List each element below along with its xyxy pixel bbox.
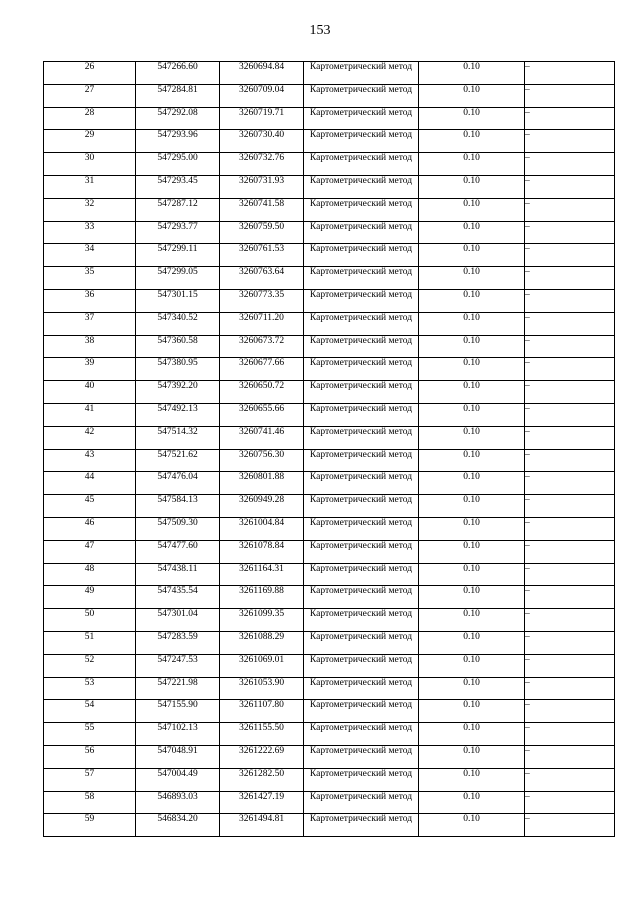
- x-coordinate-cell: 547295.00: [136, 153, 220, 176]
- table-row: [44, 312, 615, 335]
- note-cell: –: [525, 517, 615, 540]
- note-cell: –: [525, 745, 615, 768]
- table-row: [44, 426, 615, 449]
- method-cell: Картометрический метод: [304, 107, 419, 130]
- x-coordinate-cell: 547521.62: [136, 449, 220, 472]
- accuracy-cell: 0.10: [419, 84, 525, 107]
- y-coordinate-cell: 3260650.72: [220, 381, 304, 404]
- x-coordinate-cell: 547477.60: [136, 540, 220, 563]
- x-coordinate-cell: 547004.49: [136, 768, 220, 791]
- x-coordinate-cell: 547476.04: [136, 472, 220, 495]
- method-cell: Картометрический метод: [304, 198, 419, 221]
- method-cell: Картометрический метод: [304, 745, 419, 768]
- table-row: [44, 449, 615, 472]
- accuracy-cell: 0.10: [419, 449, 525, 472]
- y-coordinate-cell: 3260655.66: [220, 403, 304, 426]
- note-cell: –: [525, 563, 615, 586]
- y-coordinate-cell: 3261053.90: [220, 677, 304, 700]
- y-coordinate-cell: 3261222.69: [220, 745, 304, 768]
- page-number: 153: [309, 23, 331, 38]
- method-cell: Картометрический метод: [304, 472, 419, 495]
- note-cell: –: [525, 335, 615, 358]
- x-coordinate-cell: 547287.12: [136, 198, 220, 221]
- y-coordinate-cell: 3260709.04: [220, 84, 304, 107]
- y-coordinate-cell: 3261427.19: [220, 791, 304, 814]
- point-number-cell: 58: [44, 791, 136, 814]
- y-coordinate-cell: 3260801.88: [220, 472, 304, 495]
- accuracy-cell: 0.10: [419, 609, 525, 632]
- y-coordinate-cell: 3261078.84: [220, 540, 304, 563]
- x-coordinate-cell: 547299.05: [136, 267, 220, 290]
- accuracy-cell: 0.10: [419, 472, 525, 495]
- x-coordinate-cell: 547492.13: [136, 403, 220, 426]
- note-cell: –: [525, 631, 615, 654]
- accuracy-cell: 0.10: [419, 631, 525, 654]
- x-coordinate-cell: 547340.52: [136, 312, 220, 335]
- note-cell: –: [525, 62, 615, 85]
- y-coordinate-cell: 3260694.84: [220, 62, 304, 85]
- accuracy-cell: 0.10: [419, 677, 525, 700]
- y-coordinate-cell: 3260741.46: [220, 426, 304, 449]
- accuracy-cell: 0.10: [419, 814, 525, 837]
- method-cell: Картометрический метод: [304, 381, 419, 404]
- table-row: [44, 358, 615, 381]
- note-cell: –: [525, 814, 615, 837]
- point-number-cell: 43: [44, 449, 136, 472]
- x-coordinate-cell: 547380.95: [136, 358, 220, 381]
- point-number-cell: 37: [44, 312, 136, 335]
- note-cell: –: [525, 654, 615, 677]
- y-coordinate-cell: 3261099.35: [220, 609, 304, 632]
- accuracy-cell: 0.10: [419, 175, 525, 198]
- note-cell: –: [525, 540, 615, 563]
- table-row: [44, 677, 615, 700]
- point-number-cell: 36: [44, 289, 136, 312]
- y-coordinate-cell: 3260756.30: [220, 449, 304, 472]
- method-cell: Картометрический метод: [304, 586, 419, 609]
- accuracy-cell: 0.10: [419, 198, 525, 221]
- accuracy-cell: 0.10: [419, 768, 525, 791]
- accuracy-cell: 0.10: [419, 654, 525, 677]
- accuracy-cell: 0.10: [419, 745, 525, 768]
- y-coordinate-cell: 3260719.71: [220, 107, 304, 130]
- accuracy-cell: 0.10: [419, 563, 525, 586]
- note-cell: –: [525, 198, 615, 221]
- accuracy-cell: 0.10: [419, 312, 525, 335]
- point-number-cell: 31: [44, 175, 136, 198]
- method-cell: Картометрический метод: [304, 130, 419, 153]
- point-number-cell: 29: [44, 130, 136, 153]
- note-cell: –: [525, 768, 615, 791]
- x-coordinate-cell: 547155.90: [136, 700, 220, 723]
- method-cell: Картометрический метод: [304, 403, 419, 426]
- x-coordinate-cell: 547102.13: [136, 723, 220, 746]
- y-coordinate-cell: 3260677.66: [220, 358, 304, 381]
- method-cell: Картометрический метод: [304, 62, 419, 85]
- method-cell: Картометрический метод: [304, 654, 419, 677]
- point-number-cell: 50: [44, 609, 136, 632]
- table-row: [44, 745, 615, 768]
- y-coordinate-cell: 3260732.76: [220, 153, 304, 176]
- point-number-cell: 38: [44, 335, 136, 358]
- method-cell: Картометрический метод: [304, 540, 419, 563]
- x-coordinate-cell: 547435.54: [136, 586, 220, 609]
- point-number-cell: 55: [44, 723, 136, 746]
- point-number-cell: 47: [44, 540, 136, 563]
- accuracy-cell: 0.10: [419, 130, 525, 153]
- table-row: [44, 381, 615, 404]
- accuracy-cell: 0.10: [419, 495, 525, 518]
- table-row: [44, 153, 615, 176]
- method-cell: Картометрический метод: [304, 609, 419, 632]
- accuracy-cell: 0.10: [419, 221, 525, 244]
- x-coordinate-cell: 547509.30: [136, 517, 220, 540]
- x-coordinate-cell: 547283.59: [136, 631, 220, 654]
- x-coordinate-cell: 547514.32: [136, 426, 220, 449]
- point-number-cell: 53: [44, 677, 136, 700]
- x-coordinate-cell: 547301.04: [136, 609, 220, 632]
- point-number-cell: 41: [44, 403, 136, 426]
- note-cell: –: [525, 791, 615, 814]
- y-coordinate-cell: 3260759.50: [220, 221, 304, 244]
- table-row: [44, 403, 615, 426]
- note-cell: –: [525, 586, 615, 609]
- accuracy-cell: 0.10: [419, 426, 525, 449]
- note-cell: –: [525, 723, 615, 746]
- x-coordinate-cell: 547392.20: [136, 381, 220, 404]
- note-cell: –: [525, 244, 615, 267]
- x-coordinate-cell: 547584.13: [136, 495, 220, 518]
- accuracy-cell: 0.10: [419, 107, 525, 130]
- table-row: [44, 130, 615, 153]
- y-coordinate-cell: 3260673.72: [220, 335, 304, 358]
- accuracy-cell: 0.10: [419, 358, 525, 381]
- accuracy-cell: 0.10: [419, 62, 525, 85]
- method-cell: Картометрический метод: [304, 814, 419, 837]
- table-row: [44, 244, 615, 267]
- accuracy-cell: 0.10: [419, 791, 525, 814]
- method-cell: Картометрический метод: [304, 335, 419, 358]
- y-coordinate-cell: 3260711.20: [220, 312, 304, 335]
- table-row: [44, 84, 615, 107]
- coordinates-table-body: [44, 62, 615, 837]
- table-row: [44, 495, 615, 518]
- table-row: [44, 814, 615, 837]
- table-row: [44, 609, 615, 632]
- note-cell: –: [525, 495, 615, 518]
- note-cell: –: [525, 677, 615, 700]
- x-coordinate-cell: 547438.11: [136, 563, 220, 586]
- point-number-cell: 34: [44, 244, 136, 267]
- y-coordinate-cell: 3261069.01: [220, 654, 304, 677]
- method-cell: Картометрический метод: [304, 768, 419, 791]
- y-coordinate-cell: 3260731.93: [220, 175, 304, 198]
- table-row: [44, 768, 615, 791]
- method-cell: Картометрический метод: [304, 700, 419, 723]
- accuracy-cell: 0.10: [419, 289, 525, 312]
- x-coordinate-cell: 547299.11: [136, 244, 220, 267]
- method-cell: Картометрический метод: [304, 723, 419, 746]
- table-row: [44, 517, 615, 540]
- table-row: [44, 586, 615, 609]
- point-number-cell: 51: [44, 631, 136, 654]
- point-number-cell: 26: [44, 62, 136, 85]
- y-coordinate-cell: 3261004.84: [220, 517, 304, 540]
- method-cell: Картометрический метод: [304, 153, 419, 176]
- table-row: [44, 267, 615, 290]
- point-number-cell: 33: [44, 221, 136, 244]
- point-number-cell: 28: [44, 107, 136, 130]
- point-number-cell: 54: [44, 700, 136, 723]
- table-row: [44, 221, 615, 244]
- note-cell: –: [525, 84, 615, 107]
- point-number-cell: 49: [44, 586, 136, 609]
- accuracy-cell: 0.10: [419, 517, 525, 540]
- accuracy-cell: 0.10: [419, 723, 525, 746]
- y-coordinate-cell: 3261494.81: [220, 814, 304, 837]
- table-row: [44, 540, 615, 563]
- method-cell: Картометрический метод: [304, 495, 419, 518]
- x-coordinate-cell: 546834.20: [136, 814, 220, 837]
- method-cell: Картометрический метод: [304, 289, 419, 312]
- note-cell: –: [525, 449, 615, 472]
- accuracy-cell: 0.10: [419, 403, 525, 426]
- note-cell: –: [525, 312, 615, 335]
- table-row: [44, 700, 615, 723]
- x-coordinate-cell: 547301.15: [136, 289, 220, 312]
- method-cell: Картометрический метод: [304, 221, 419, 244]
- y-coordinate-cell: 3260741.58: [220, 198, 304, 221]
- table-row: [44, 631, 615, 654]
- table-row: [44, 563, 615, 586]
- table-row: [44, 654, 615, 677]
- note-cell: –: [525, 107, 615, 130]
- x-coordinate-cell: 547247.53: [136, 654, 220, 677]
- method-cell: Картометрический метод: [304, 175, 419, 198]
- note-cell: –: [525, 130, 615, 153]
- x-coordinate-cell: 547048.91: [136, 745, 220, 768]
- method-cell: Картометрический метод: [304, 84, 419, 107]
- table-row: [44, 107, 615, 130]
- point-number-cell: 44: [44, 472, 136, 495]
- y-coordinate-cell: 3261282.50: [220, 768, 304, 791]
- note-cell: –: [525, 289, 615, 312]
- point-number-cell: 45: [44, 495, 136, 518]
- note-cell: –: [525, 221, 615, 244]
- method-cell: Картометрический метод: [304, 426, 419, 449]
- point-number-cell: 35: [44, 267, 136, 290]
- point-number-cell: 39: [44, 358, 136, 381]
- method-cell: Картометрический метод: [304, 677, 419, 700]
- point-number-cell: 57: [44, 768, 136, 791]
- point-number-cell: 30: [44, 153, 136, 176]
- table-row: [44, 472, 615, 495]
- accuracy-cell: 0.10: [419, 540, 525, 563]
- method-cell: Картометрический метод: [304, 631, 419, 654]
- point-number-cell: 42: [44, 426, 136, 449]
- x-coordinate-cell: 547221.98: [136, 677, 220, 700]
- x-coordinate-cell: 546893.03: [136, 791, 220, 814]
- accuracy-cell: 0.10: [419, 335, 525, 358]
- method-cell: Картометрический метод: [304, 791, 419, 814]
- point-number-cell: 48: [44, 563, 136, 586]
- x-coordinate-cell: 547266.60: [136, 62, 220, 85]
- table-row: [44, 198, 615, 221]
- accuracy-cell: 0.10: [419, 700, 525, 723]
- x-coordinate-cell: 547293.77: [136, 221, 220, 244]
- y-coordinate-cell: 3261155.50: [220, 723, 304, 746]
- accuracy-cell: 0.10: [419, 586, 525, 609]
- y-coordinate-cell: 3261088.29: [220, 631, 304, 654]
- note-cell: –: [525, 700, 615, 723]
- point-number-cell: 27: [44, 84, 136, 107]
- note-cell: –: [525, 381, 615, 404]
- y-coordinate-cell: 3261164.31: [220, 563, 304, 586]
- note-cell: –: [525, 403, 615, 426]
- note-cell: –: [525, 358, 615, 381]
- note-cell: –: [525, 472, 615, 495]
- table-row: [44, 175, 615, 198]
- accuracy-cell: 0.10: [419, 381, 525, 404]
- table-row: [44, 791, 615, 814]
- point-number-cell: 52: [44, 654, 136, 677]
- point-number-cell: 40: [44, 381, 136, 404]
- y-coordinate-cell: 3261169.88: [220, 586, 304, 609]
- note-cell: –: [525, 426, 615, 449]
- table-row: [44, 289, 615, 312]
- y-coordinate-cell: 3260763.64: [220, 267, 304, 290]
- note-cell: –: [525, 267, 615, 290]
- accuracy-cell: 0.10: [419, 153, 525, 176]
- point-number-cell: 59: [44, 814, 136, 837]
- note-cell: –: [525, 175, 615, 198]
- method-cell: Картометрический метод: [304, 517, 419, 540]
- point-number-cell: 56: [44, 745, 136, 768]
- y-coordinate-cell: 3260949.28: [220, 495, 304, 518]
- y-coordinate-cell: 3260761.53: [220, 244, 304, 267]
- x-coordinate-cell: 547293.96: [136, 130, 220, 153]
- y-coordinate-cell: 3260730.40: [220, 130, 304, 153]
- x-coordinate-cell: 547360.58: [136, 335, 220, 358]
- note-cell: –: [525, 153, 615, 176]
- method-cell: Картометрический метод: [304, 244, 419, 267]
- x-coordinate-cell: 547284.81: [136, 84, 220, 107]
- table-row: [44, 62, 615, 85]
- method-cell: Картометрический метод: [304, 563, 419, 586]
- x-coordinate-cell: 547292.08: [136, 107, 220, 130]
- accuracy-cell: 0.10: [419, 244, 525, 267]
- method-cell: Картометрический метод: [304, 449, 419, 472]
- point-number-cell: 46: [44, 517, 136, 540]
- y-coordinate-cell: 3261107.80: [220, 700, 304, 723]
- method-cell: Картометрический метод: [304, 312, 419, 335]
- y-coordinate-cell: 3260773.35: [220, 289, 304, 312]
- point-number-cell: 32: [44, 198, 136, 221]
- table-row: [44, 335, 615, 358]
- table-row: [44, 723, 615, 746]
- x-coordinate-cell: 547293.45: [136, 175, 220, 198]
- coordinates-table: [43, 61, 615, 837]
- accuracy-cell: 0.10: [419, 267, 525, 290]
- note-cell: –: [525, 609, 615, 632]
- method-cell: Картометрический метод: [304, 267, 419, 290]
- method-cell: Картометрический метод: [304, 358, 419, 381]
